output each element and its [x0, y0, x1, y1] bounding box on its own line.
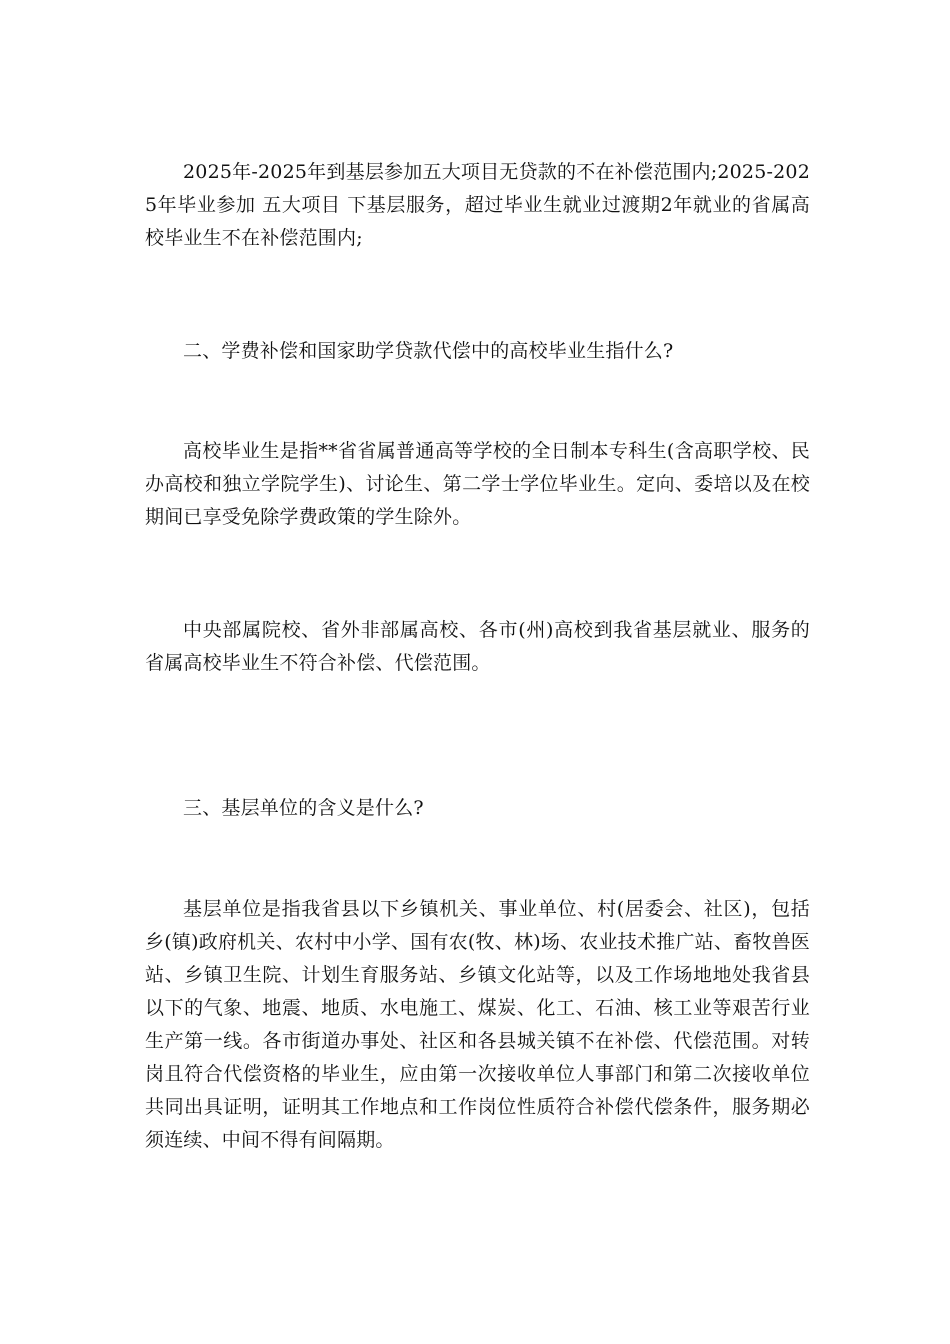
section-heading-graduates: 二、学费补偿和国家助学贷款代偿中的高校毕业生指什么? [183, 340, 674, 362]
paragraph-grassroots-definition: 基层单位是指我省县以下乡镇机关、事业单位、村(居委会、社区)，包括乡(镇)政府机关、农村中小学、国有农(牧、林)场、农业技术推广站、畜牧兽医站、乡镇卫生院、计划生育服务站、乡镇文化站等，以及工作场地地处我省县以下的气象、地震、地质、水电施工、煤炭、化工、石油、核工业等艰苦行业生产第一线。各市街道办事处、社区和各县城关镇不在补偿、代偿范围。对转岗且符合代偿资格的毕业生，应由第一次接收单位人事部门和第二次接收单位共同出具证明，证明其工作地点和工作岗位性质符合补偿代偿条件，服务期必须连续、中间不得有间隔期。 [145, 898, 810, 1151]
paragraph-excluded-institutions: 中央部属院校、省外非部属高校、各市(州)高校到我省基层就业、服务的省属高校毕业生不符合补偿、代偿范围。 [145, 619, 810, 674]
paragraph-graduate-definition: 高校毕业生是指**省省属普通高等学校的全日制本专科生(含高职学校、民办高校和独立学院学生)、讨论生、第二学士学位毕业生。定向、委培以及在校期间已享受免除学费政策的学生除外。 [145, 440, 810, 528]
section-heading-grassroots-units: 三、基层单位的含义是什么? [183, 797, 424, 819]
paragraph-repayment-scope: 2025年-2025年到基层参加五大项目无贷款的不在补偿范围内;2025-2025年毕业参加 五大项目 下基层服务，超过毕业生就业过渡期2年就业的省属高校毕业生不在补偿范围内; [145, 161, 810, 249]
